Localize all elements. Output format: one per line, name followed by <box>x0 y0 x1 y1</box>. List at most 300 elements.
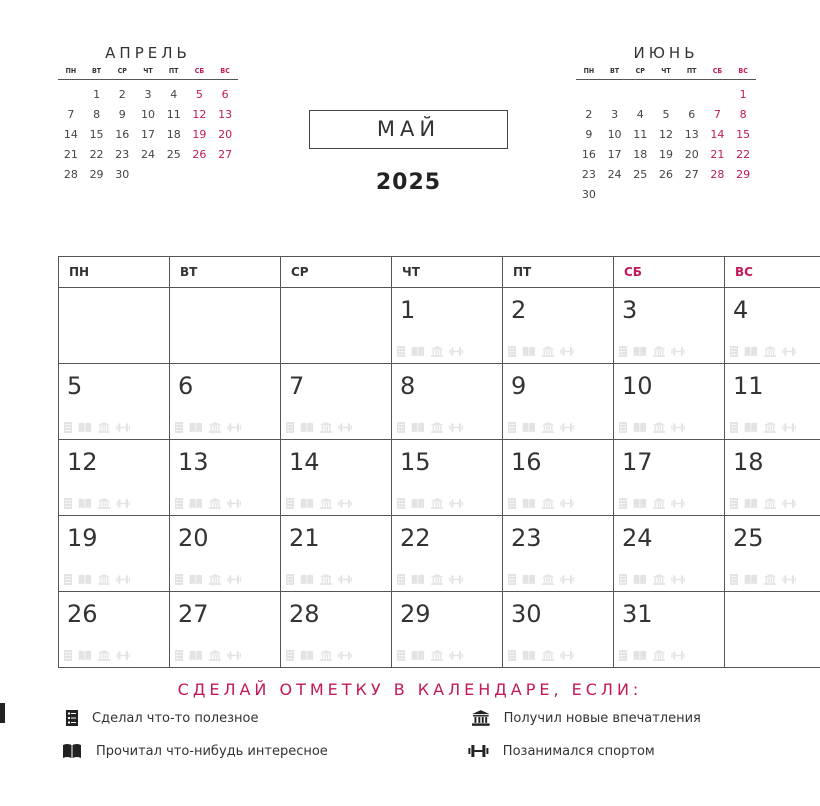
week-row <box>59 364 820 440</box>
day-number: 21 <box>289 524 320 552</box>
dumbbell-icon[interactable] <box>227 574 241 585</box>
museum-icon[interactable] <box>431 346 443 357</box>
dumbbell-icon[interactable] <box>116 574 130 585</box>
dumbbell-icon[interactable] <box>560 650 574 661</box>
book-icon[interactable] <box>411 650 425 661</box>
day-cell[interactable] <box>503 288 614 364</box>
day-number: 31 <box>622 600 653 628</box>
day-cell[interactable] <box>725 440 820 516</box>
legend-item-impressions <box>472 710 701 726</box>
mini-weekday-label: СР <box>117 67 127 75</box>
day-cell[interactable] <box>59 364 170 440</box>
book-icon[interactable] <box>411 346 425 357</box>
day-cell[interactable] <box>59 592 170 668</box>
book-icon[interactable] <box>189 422 203 433</box>
book-icon[interactable] <box>633 422 647 433</box>
checklist-icon[interactable] <box>508 650 516 661</box>
dumbbell-icon[interactable] <box>338 650 352 661</box>
checklist-icon[interactable] <box>175 650 183 661</box>
day-cell[interactable] <box>725 288 820 364</box>
mini-day: 19 <box>192 128 207 141</box>
day-mark-icons <box>286 574 352 585</box>
book-icon[interactable] <box>189 498 203 509</box>
day-number: 20 <box>178 524 209 552</box>
book-icon[interactable] <box>633 498 647 509</box>
mini-calendar-body <box>58 85 238 185</box>
day-cell[interactable] <box>170 516 281 592</box>
mini-day: 21 <box>63 148 78 161</box>
dumbbell-icon[interactable] <box>116 650 130 661</box>
day-number: 30 <box>511 600 542 628</box>
mini-day: 17 <box>607 148 622 161</box>
dumbbell-icon[interactable] <box>338 498 352 509</box>
mini-week-row <box>58 125 238 145</box>
mini-day: 9 <box>118 108 126 121</box>
day-cell[interactable] <box>503 516 614 592</box>
checklist-icon[interactable] <box>286 498 294 509</box>
book-icon[interactable] <box>78 422 92 433</box>
mini-day: 30 <box>115 168 130 181</box>
checklist-icon[interactable] <box>175 498 183 509</box>
book-icon[interactable] <box>522 346 536 357</box>
book-icon[interactable] <box>744 498 758 509</box>
dumbbell-icon[interactable] <box>782 422 796 433</box>
mini-week-row <box>58 85 238 105</box>
empty-day-cell <box>59 288 170 364</box>
legend-item-read <box>62 743 328 759</box>
mini-day: 18 <box>633 148 648 161</box>
day-mark-icons <box>175 498 241 509</box>
book-icon <box>62 743 82 759</box>
checklist-icon[interactable] <box>508 498 516 509</box>
book-icon[interactable] <box>78 574 92 585</box>
museum-icon[interactable] <box>320 422 332 433</box>
day-number: 3 <box>622 296 638 324</box>
mini-day <box>679 185 705 205</box>
dumbbell-icon[interactable] <box>449 574 463 585</box>
checklist-icon[interactable] <box>286 650 294 661</box>
mini-weekday-label: СБ <box>712 67 723 75</box>
dumbbell-icon <box>468 743 489 759</box>
mini-week-row <box>576 165 756 185</box>
day-number: 24 <box>622 524 653 552</box>
mini-day: 12 <box>192 108 207 121</box>
mini-day <box>576 85 602 105</box>
dumbbell-icon[interactable] <box>227 498 241 509</box>
book-icon[interactable] <box>522 498 536 509</box>
mini-day: 6 <box>221 88 229 101</box>
mini-day <box>653 85 679 105</box>
mini-day <box>135 165 161 185</box>
mini-day: 11 <box>166 108 181 121</box>
month-title: МАЙ <box>309 110 508 149</box>
day-mark-icons <box>397 574 463 585</box>
mini-weekday-label: ВС <box>220 67 230 75</box>
day-cell[interactable] <box>614 516 725 592</box>
day-number: 11 <box>733 372 764 400</box>
mini-week-row <box>576 105 756 125</box>
day-number: 8 <box>400 372 416 400</box>
mini-weekday-label: ПН <box>65 67 77 75</box>
legend-label: Прочитал что-нибудь интересное <box>96 743 328 759</box>
museum-icon[interactable] <box>764 498 776 509</box>
book-icon[interactable] <box>300 498 314 509</box>
checklist-icon[interactable] <box>286 574 294 585</box>
day-number: 18 <box>733 448 764 476</box>
checklist-icon[interactable] <box>619 498 627 509</box>
day-number: 29 <box>400 600 431 628</box>
mini-day: 3 <box>144 88 152 101</box>
mini-week-row <box>58 105 238 125</box>
book-icon[interactable] <box>633 650 647 661</box>
dumbbell-icon[interactable] <box>560 498 574 509</box>
book-icon[interactable] <box>78 498 92 509</box>
mini-weekday-label: ВТ <box>610 67 620 75</box>
checklist-icon[interactable] <box>619 574 627 585</box>
mini-day: 18 <box>166 128 181 141</box>
checklist-icon[interactable] <box>730 422 738 433</box>
mini-day: 3 <box>611 108 619 121</box>
day-cell[interactable] <box>392 440 503 516</box>
week-row <box>59 516 820 592</box>
checklist-icon[interactable] <box>619 422 627 433</box>
museum-icon[interactable] <box>320 498 332 509</box>
book-icon[interactable] <box>633 574 647 585</box>
checklist-icon[interactable] <box>64 574 72 585</box>
day-mark-icons <box>730 346 796 357</box>
day-cell[interactable] <box>281 440 392 516</box>
day-mark-icons <box>730 422 796 433</box>
book-icon[interactable] <box>189 650 203 661</box>
museum-icon[interactable] <box>764 574 776 585</box>
museum-icon[interactable] <box>542 422 554 433</box>
mini-day <box>602 185 628 205</box>
day-number: 10 <box>622 372 653 400</box>
book-icon[interactable] <box>300 422 314 433</box>
mini-day: 24 <box>607 168 622 181</box>
day-cell[interactable] <box>614 364 725 440</box>
checklist-icon[interactable] <box>397 498 405 509</box>
dumbbell-icon[interactable] <box>671 346 685 357</box>
dumbbell-icon[interactable] <box>560 422 574 433</box>
museum-icon[interactable] <box>209 498 221 509</box>
day-cell[interactable] <box>392 592 503 668</box>
checklist-icon[interactable] <box>508 346 516 357</box>
book-icon[interactable] <box>522 422 536 433</box>
checklist-icon[interactable] <box>64 498 72 509</box>
day-mark-icons <box>508 650 574 661</box>
dumbbell-icon[interactable] <box>782 574 796 585</box>
dumbbell-icon[interactable] <box>116 498 130 509</box>
day-mark-icons <box>397 422 463 433</box>
day-mark-icons <box>64 422 130 433</box>
day-number: 2 <box>511 296 527 324</box>
mini-weekday-label: СБ <box>194 67 205 75</box>
museum-icon[interactable] <box>431 650 443 661</box>
mini-day: 29 <box>736 168 751 181</box>
day-mark-icons <box>64 574 130 585</box>
museum-icon[interactable] <box>653 498 665 509</box>
day-number: 13 <box>178 448 209 476</box>
museum-icon[interactable] <box>653 650 665 661</box>
museum-icon[interactable] <box>98 574 110 585</box>
checklist-icon[interactable] <box>730 346 738 357</box>
day-cell[interactable] <box>725 516 820 592</box>
day-mark-icons <box>175 574 241 585</box>
day-number: 16 <box>511 448 542 476</box>
museum-icon[interactable] <box>542 346 554 357</box>
day-cell[interactable] <box>170 592 281 668</box>
checklist-icon[interactable] <box>508 574 516 585</box>
mini-week-row <box>58 145 238 165</box>
museum-icon[interactable] <box>98 498 110 509</box>
mini-day: 9 <box>585 128 593 141</box>
day-cell[interactable] <box>392 516 503 592</box>
museum-icon[interactable] <box>542 498 554 509</box>
weekday-label: ПН <box>59 257 170 288</box>
book-icon[interactable] <box>300 574 314 585</box>
day-mark-icons <box>619 498 685 509</box>
book-icon[interactable] <box>744 422 758 433</box>
museum-icon[interactable] <box>431 422 443 433</box>
checklist-icon[interactable] <box>397 650 405 661</box>
legend-title: СДЕЛАЙ ОТМЕТКУ В КАЛЕНДАРЕ, ЕСЛИ: <box>177 680 643 699</box>
legend-label: Получил новые впечатления <box>503 710 701 726</box>
mini-weekday-label: ЧТ <box>143 67 153 75</box>
mini-week-row <box>576 125 756 145</box>
museum-icon[interactable] <box>653 574 665 585</box>
day-cell[interactable] <box>614 592 725 668</box>
dumbbell-icon[interactable] <box>227 422 241 433</box>
mini-weekday-header <box>576 63 756 80</box>
museum-icon[interactable] <box>764 346 776 357</box>
dumbbell-icon[interactable] <box>671 498 685 509</box>
mini-day: 14 <box>63 128 78 141</box>
checklist-icon[interactable] <box>730 498 738 509</box>
day-cell[interactable] <box>170 440 281 516</box>
checklist-icon[interactable] <box>619 650 627 661</box>
mini-day: 7 <box>67 108 75 121</box>
checklist-icon <box>66 710 78 726</box>
weekday-label: ЧТ <box>392 257 503 288</box>
book-icon[interactable] <box>744 574 758 585</box>
museum-icon[interactable] <box>209 650 221 661</box>
book-icon[interactable] <box>189 574 203 585</box>
mini-day: 6 <box>688 108 696 121</box>
dumbbell-icon[interactable] <box>227 650 241 661</box>
mini-day <box>212 165 238 185</box>
mini-day <box>653 185 679 205</box>
mini-day: 4 <box>636 108 644 121</box>
mini-day: 25 <box>166 148 181 161</box>
day-cell[interactable] <box>392 364 503 440</box>
day-number: 28 <box>289 600 320 628</box>
legend-item-sport <box>468 743 655 759</box>
day-mark-icons <box>286 498 352 509</box>
museum-icon[interactable] <box>209 574 221 585</box>
mini-calendar-june <box>576 43 756 205</box>
mini-day: 12 <box>658 128 673 141</box>
dumbbell-icon[interactable] <box>449 422 463 433</box>
checklist-icon[interactable] <box>619 346 627 357</box>
mini-day <box>627 85 653 105</box>
day-cell[interactable] <box>281 592 392 668</box>
day-cell[interactable] <box>59 516 170 592</box>
dumbbell-icon[interactable] <box>560 346 574 357</box>
day-mark-icons <box>730 498 796 509</box>
museum-icon[interactable] <box>431 498 443 509</box>
day-cell[interactable] <box>59 440 170 516</box>
dumbbell-icon[interactable] <box>560 574 574 585</box>
mini-day <box>705 185 731 205</box>
mini-day: 27 <box>684 168 699 181</box>
mini-day: 1 <box>93 88 101 101</box>
dumbbell-icon[interactable] <box>449 498 463 509</box>
dumbbell-icon[interactable] <box>671 574 685 585</box>
edge-mark <box>0 703 5 723</box>
checklist-icon[interactable] <box>175 422 183 433</box>
day-number: 5 <box>67 372 83 400</box>
dumbbell-icon[interactable] <box>671 422 685 433</box>
checklist-icon[interactable] <box>397 574 405 585</box>
day-number: 1 <box>400 296 416 324</box>
museum-icon[interactable] <box>320 650 332 661</box>
day-cell[interactable] <box>281 364 392 440</box>
day-mark-icons <box>508 574 574 585</box>
museum-icon[interactable] <box>98 650 110 661</box>
day-mark-icons <box>508 498 574 509</box>
dumbbell-icon[interactable] <box>449 650 463 661</box>
book-icon[interactable] <box>522 650 536 661</box>
mini-day: 13 <box>218 108 233 121</box>
dumbbell-icon[interactable] <box>116 422 130 433</box>
mini-day: 16 <box>581 148 596 161</box>
book-icon[interactable] <box>744 346 758 357</box>
book-icon[interactable] <box>411 422 425 433</box>
mini-day: 22 <box>89 148 104 161</box>
museum-icon[interactable] <box>98 422 110 433</box>
day-mark-icons <box>619 422 685 433</box>
day-cell[interactable] <box>503 592 614 668</box>
day-cell[interactable] <box>281 516 392 592</box>
museum-icon[interactable] <box>653 346 665 357</box>
day-number: 22 <box>400 524 431 552</box>
day-cell[interactable] <box>614 440 725 516</box>
checklist-icon[interactable] <box>64 650 72 661</box>
weekday-label: СР <box>281 257 392 288</box>
dumbbell-icon[interactable] <box>449 346 463 357</box>
book-icon[interactable] <box>300 650 314 661</box>
museum-icon[interactable] <box>653 422 665 433</box>
checklist-icon[interactable] <box>64 422 72 433</box>
mini-weekday-label: ВС <box>738 67 748 75</box>
day-cell[interactable] <box>725 364 820 440</box>
mini-day: 28 <box>63 168 78 181</box>
mini-weekday-label: ПТ <box>168 67 179 75</box>
day-number: 14 <box>289 448 320 476</box>
week-row <box>59 440 820 516</box>
book-icon[interactable] <box>411 574 425 585</box>
mini-weekday-label: СР <box>635 67 645 75</box>
day-cell[interactable] <box>503 364 614 440</box>
mini-day: 8 <box>739 108 747 121</box>
checklist-icon[interactable] <box>730 574 738 585</box>
checklist-icon[interactable] <box>175 574 183 585</box>
mini-day <box>705 85 731 105</box>
day-cell[interactable] <box>392 288 503 364</box>
checklist-icon[interactable] <box>397 422 405 433</box>
dumbbell-icon[interactable] <box>782 498 796 509</box>
dumbbell-icon[interactable] <box>671 650 685 661</box>
museum-icon[interactable] <box>542 574 554 585</box>
museum-icon[interactable] <box>209 422 221 433</box>
museum-icon[interactable] <box>431 574 443 585</box>
legend-label: Позанимался спортом <box>502 743 655 759</box>
day-number: 9 <box>511 372 527 400</box>
mini-day: 2 <box>118 88 126 101</box>
day-mark-icons <box>397 650 463 661</box>
day-mark-icons <box>730 574 796 585</box>
dumbbell-icon[interactable] <box>338 574 352 585</box>
empty-day-cell <box>170 288 281 364</box>
book-icon[interactable] <box>78 650 92 661</box>
mini-week-row <box>576 85 756 105</box>
checklist-icon[interactable] <box>508 422 516 433</box>
dumbbell-icon[interactable] <box>338 422 352 433</box>
mini-day: 16 <box>115 128 130 141</box>
mini-day: 15 <box>736 128 751 141</box>
museum-icon[interactable] <box>764 422 776 433</box>
day-mark-icons <box>64 498 130 509</box>
day-number: 27 <box>178 600 209 628</box>
book-icon[interactable] <box>522 574 536 585</box>
checklist-icon[interactable] <box>286 422 294 433</box>
may-calendar-grid <box>58 256 820 668</box>
mini-day: 10 <box>140 108 155 121</box>
day-mark-icons <box>619 346 685 357</box>
day-cell[interactable] <box>170 364 281 440</box>
mini-day: 8 <box>93 108 101 121</box>
book-icon[interactable] <box>411 498 425 509</box>
day-number: 17 <box>622 448 653 476</box>
day-number: 7 <box>289 372 305 400</box>
day-mark-icons <box>619 574 685 585</box>
day-cell[interactable] <box>614 288 725 364</box>
day-cell[interactable] <box>503 440 614 516</box>
weekday-label: СБ <box>614 257 725 288</box>
dumbbell-icon[interactable] <box>782 346 796 357</box>
weekday-label: ВТ <box>170 257 281 288</box>
day-mark-icons <box>508 346 574 357</box>
mini-calendar-body <box>576 85 756 205</box>
museum-icon[interactable] <box>542 650 554 661</box>
day-number: 12 <box>67 448 98 476</box>
day-number: 4 <box>733 296 749 324</box>
mini-day <box>679 85 705 105</box>
mini-day: 19 <box>658 148 673 161</box>
mini-day: 23 <box>581 168 596 181</box>
mini-weekday-label: ЧТ <box>661 67 671 75</box>
checklist-icon[interactable] <box>397 346 405 357</box>
book-icon[interactable] <box>633 346 647 357</box>
mini-day: 5 <box>662 108 670 121</box>
mini-day <box>730 185 756 205</box>
legend-label: Сделал что-то полезное <box>92 710 259 726</box>
day-number: 15 <box>400 448 431 476</box>
museum-icon[interactable] <box>320 574 332 585</box>
weekday-header-row <box>59 257 820 288</box>
mini-day: 20 <box>684 148 699 161</box>
